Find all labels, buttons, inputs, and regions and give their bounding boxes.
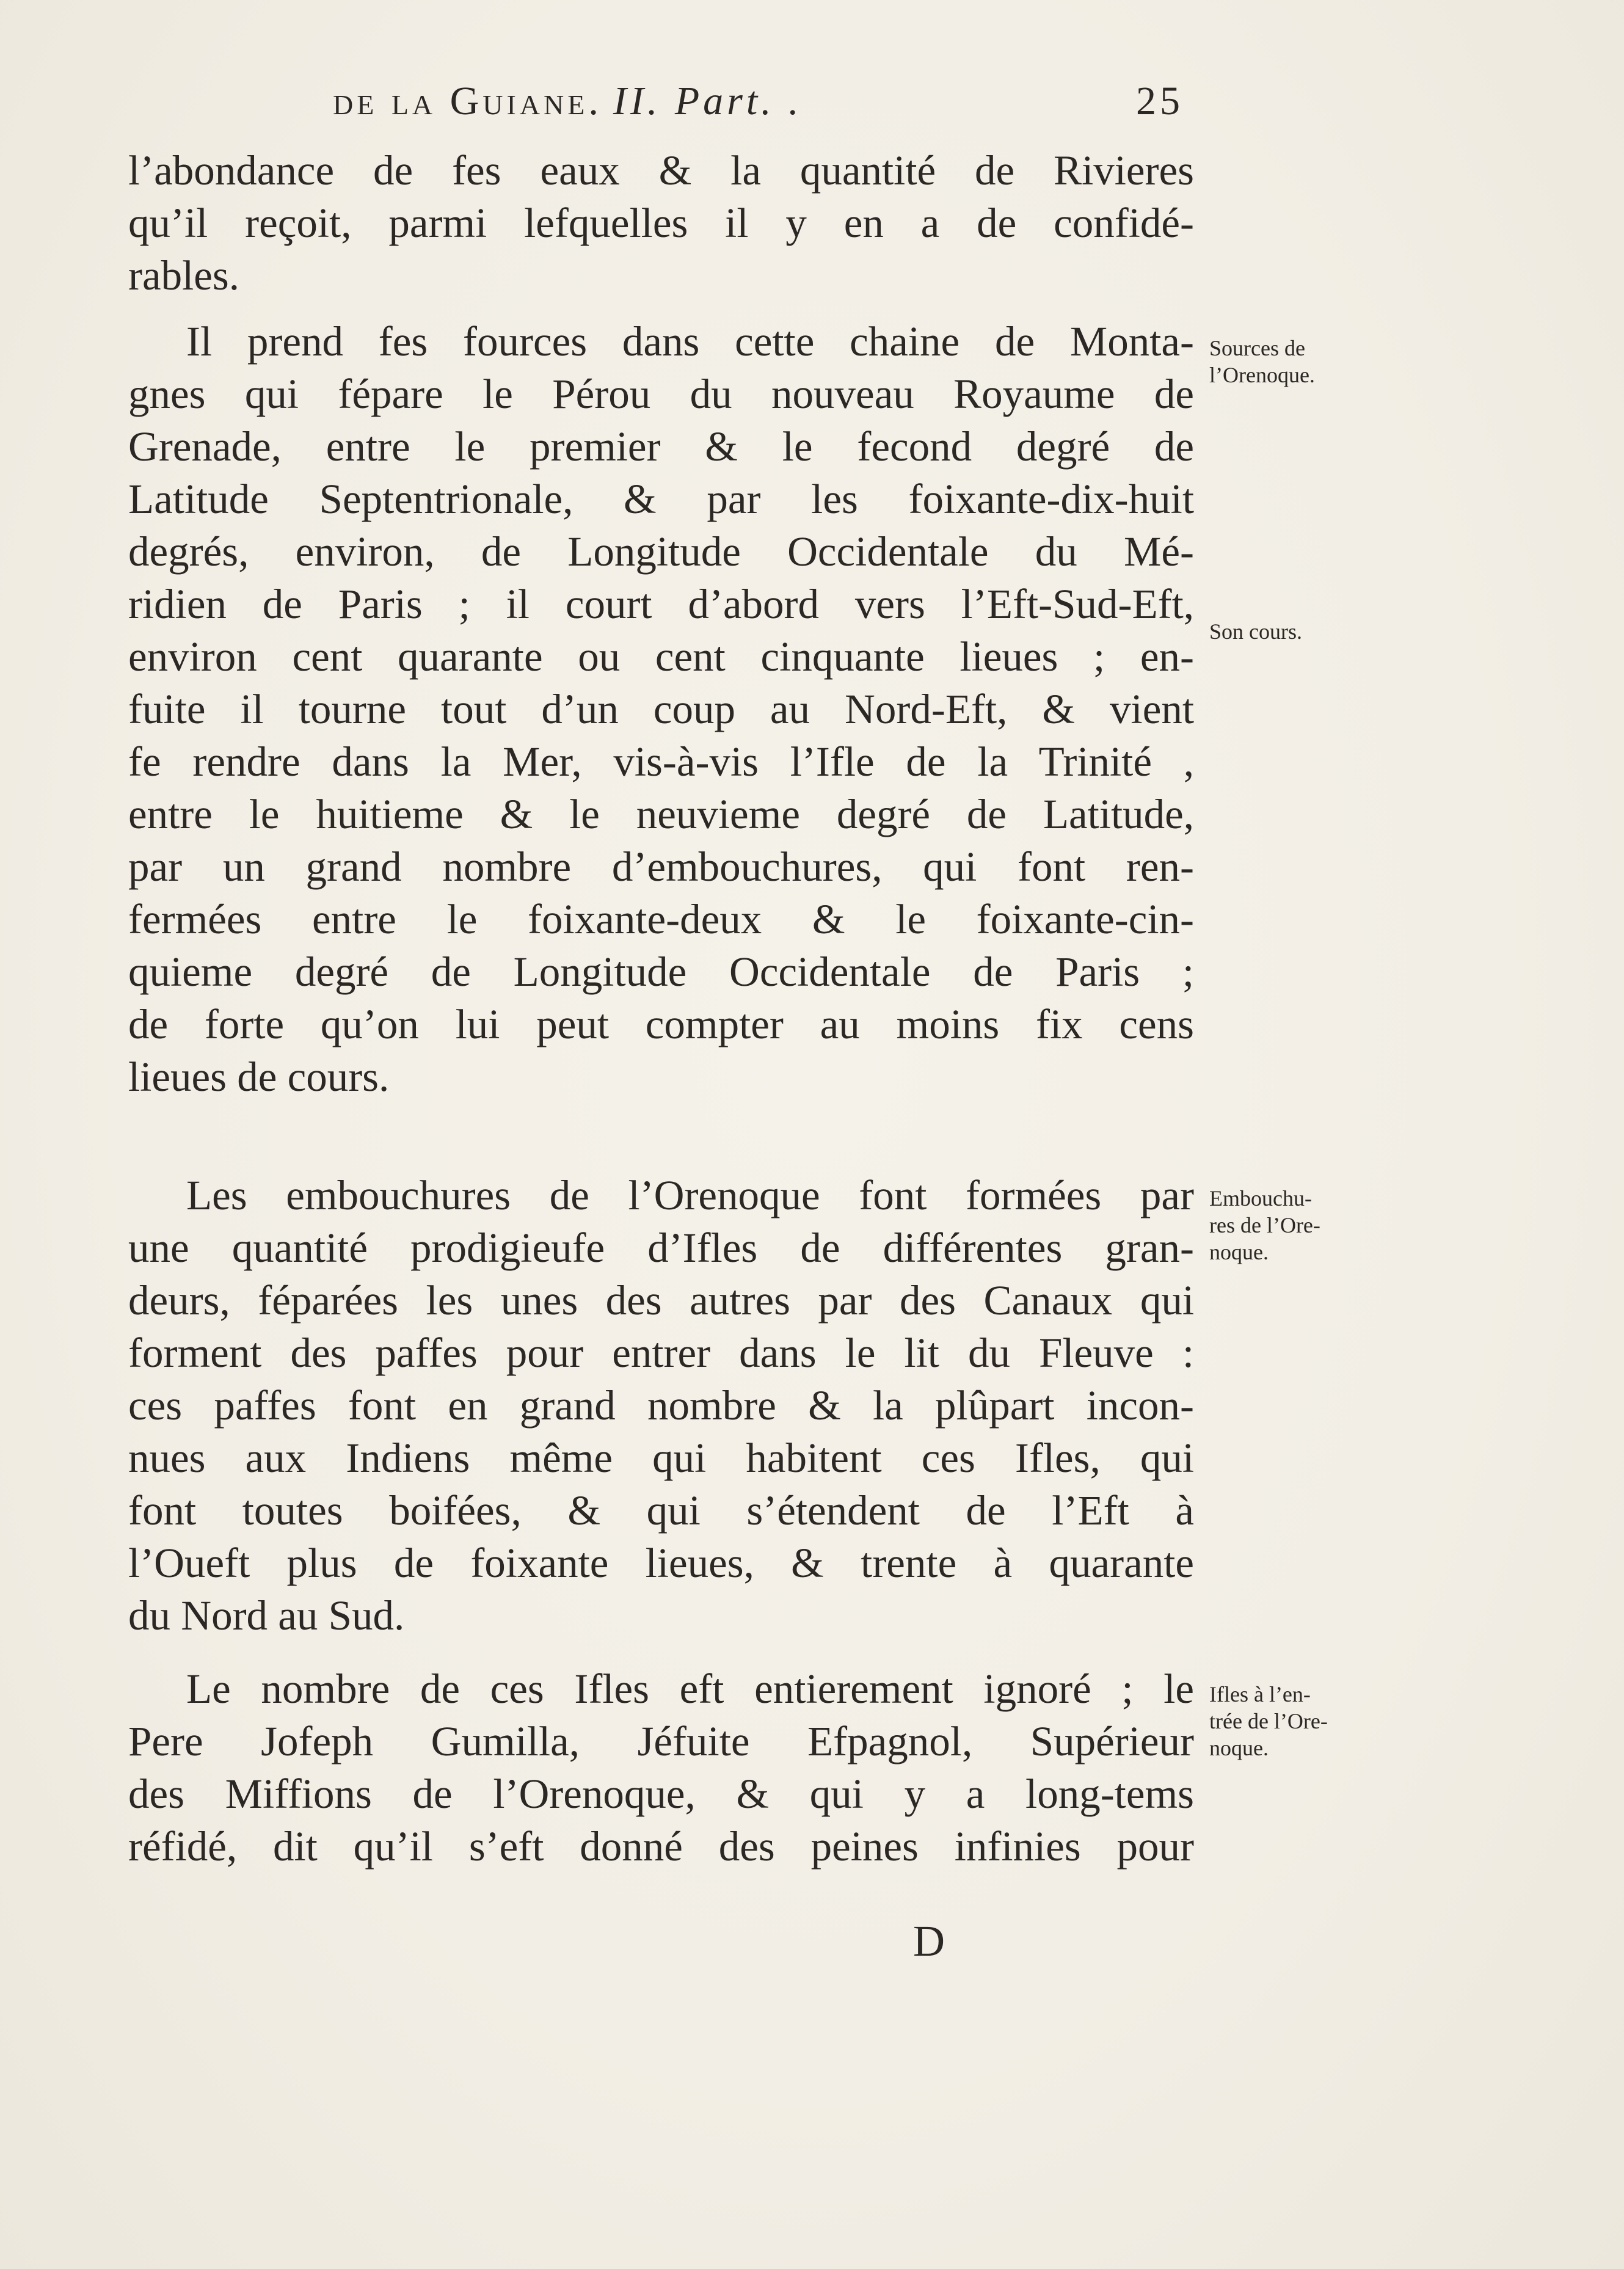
text-line-16: quieme degré de Longitude Occidentale de Paris ; [128,949,1194,995]
text-line-9: ridien de Paris ; il court d’abord vers l’Eft-Sud-Eft, [128,581,1194,627]
page-number: 25 [1136,79,1184,123]
margin-note-line: noque. [1209,1240,1269,1264]
text-line-8: degrés, environ, de Longitude Occidentale du Mé- [128,528,1194,575]
running-title: de la Guiane. [333,79,602,123]
margin-note-line: Sources de [1209,336,1305,360]
part-label: II. Part. . [613,79,803,123]
text-line-10: environ cent quarante ou cent cinquante lieues ; en- [128,633,1194,680]
text-line-5: gnes qui fépare le Pérou du nouveau Royaume de [128,371,1194,417]
running-header [333,78,1200,127]
text-line-19: Les embouchures de l’Orenoque font formées par [186,1172,1194,1218]
text-line-21: deurs, féparées les unes des autres par des Canaux qui [128,1277,1194,1324]
margin-note-line: res de l’Ore- [1209,1213,1320,1237]
text-line-15: fermées entre le foixante-deux & le foixante-cin- [128,896,1194,942]
text-line-27: du Nord au Sud. [128,1592,405,1639]
text-line-7: Latitude Septentrionale, & par les foixante-dix-huit [128,476,1194,522]
text-line-28: Le nombre de ces Ifles eft entierement ignoré ; le [186,1666,1194,1712]
text-line-11: fuite il tourne tout d’un coup au Nord-Eft, & vient [128,686,1194,732]
text-line-4: Il prend fes fources dans cette chaine de Monta- [186,318,1194,365]
text-line-12: fe rendre dans la Mer, vis-à-vis l’Ifle de la Trinité , [128,738,1194,785]
text-line-29: Pere Jofeph Gumilla, Jéfuite Efpagnol, Supérieur [128,1718,1194,1765]
text-line-18: lieues de cours. [128,1054,390,1100]
text-line-30: des Miffions de l’Orenoque, & qui y a long-tems [128,1771,1194,1817]
text-line-20: une quantité prodigieufe d’Ifles de différentes gran- [128,1225,1194,1271]
margin-note-line: l’Orenoque. [1209,363,1315,387]
text-line-26: l’Oueft plus de foixante lieues, & trente à quarante [128,1540,1194,1586]
signature-mark: D [913,1917,945,1965]
margin-note-line: Ifles à l’en- [1209,1682,1311,1706]
text-line-2: qu’il reçoit, parmi lefquelles il y en a de confidé- [128,200,1194,246]
text-line-23: ces paffes font en grand nombre & la plûpart incon- [128,1382,1194,1429]
margin-note-ifles [1209,1681,1393,1761]
margin-note-embouchures [1209,1185,1393,1266]
text-line-13: entre le huitieme & le neuvieme degré de Latitude, [128,791,1194,837]
text-line-3: rables. [128,252,240,299]
margin-note-sources [1209,335,1393,388]
text-line-31: réfidé, dit qu’il s’eft donné des peines infinies pour [128,1823,1194,1870]
text-line-1: l’abondance de fes eaux & la quantité de Rivieres [128,147,1194,194]
margin-note-line: Son cours. [1209,619,1302,644]
margin-note-line: trée de l’Ore- [1209,1709,1328,1733]
margin-note-cours [1209,618,1393,645]
text-line-25: font toutes boifées, & qui s’étendent de l’Eft à [128,1487,1194,1534]
margin-note-line: Embouchu- [1209,1186,1312,1211]
text-line-14: par un grand nombre d’embouchures, qui font ren- [128,843,1194,890]
text-line-24: nues aux Indiens même qui habitent ces Ifles, qui [128,1435,1194,1481]
text-line-22: forment des paffes pour entrer dans le lit du Fleuve : [128,1330,1194,1376]
margin-note-line: noque. [1209,1736,1269,1760]
text-line-6: Grenade, entre le premier & le fecond degré de [128,423,1194,470]
text-line-17: de forte qu’on lui peut compter au moins fix cens [128,1001,1194,1047]
